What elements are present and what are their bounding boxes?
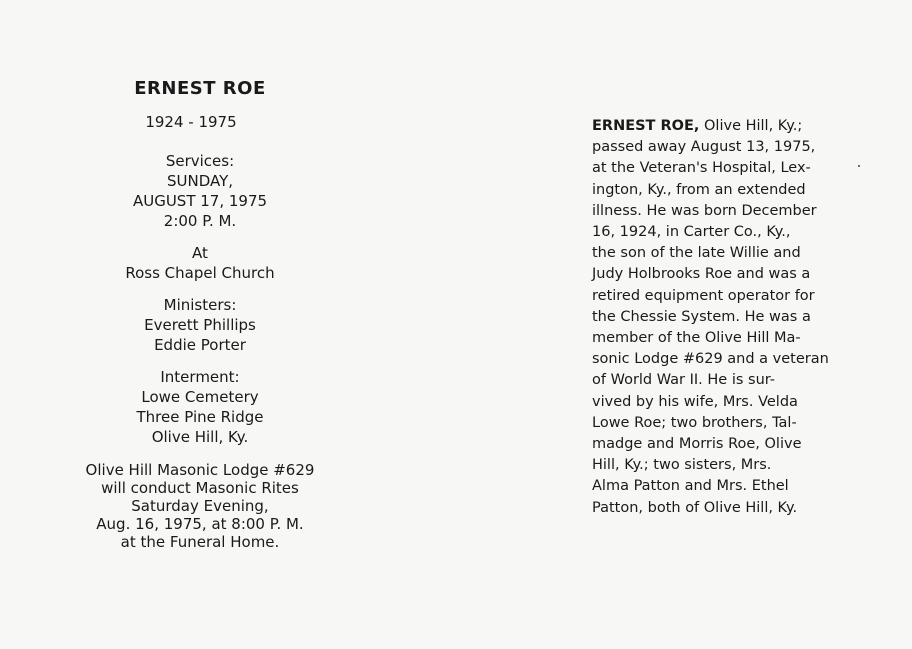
obituary-line: at the Veteran's Hospital, Lex- bbox=[592, 160, 811, 177]
obituary-line: ington, Ky., from an extended bbox=[592, 181, 806, 198]
minister-name: Eddie Porter bbox=[154, 336, 246, 354]
cemetery-place: Three Pine Ridge bbox=[136, 408, 264, 426]
services-heading: Services: bbox=[165, 152, 235, 170]
obituary-line: the son of the late Willie and bbox=[592, 245, 801, 262]
location-name: Ross Chapel Church bbox=[125, 264, 275, 282]
ministers-heading: Ministers: bbox=[163, 296, 237, 314]
obituary-line: Hill, Ky.; two sisters, Mrs. bbox=[592, 457, 772, 474]
lodge-line: Saturday Evening, bbox=[131, 497, 269, 515]
obituary-line: Alma Patton and Mrs. Ethel bbox=[592, 478, 789, 495]
life-years: 1924 - 1975 bbox=[145, 113, 237, 131]
cemetery-name: Lowe Cemetery bbox=[141, 388, 259, 406]
services-block bbox=[60, 151, 340, 231]
obituary-line: vived by his wife, Mrs. Velda bbox=[592, 393, 798, 410]
obituary-line: sonic Lodge #629 and a veteran bbox=[592, 351, 829, 368]
obituary-text bbox=[592, 116, 852, 519]
obituary-line: Patton, both of Olive Hill, Ky. bbox=[592, 499, 798, 516]
obituary-line: passed away August 13, 1975, bbox=[592, 139, 816, 156]
lodge-line: at the Funeral Home. bbox=[120, 533, 280, 551]
obituary-line: member of the Olive Hill Ma- bbox=[592, 330, 801, 347]
location-block bbox=[60, 243, 340, 283]
services-time: 2:00 P. M. bbox=[163, 212, 237, 230]
interment-heading: Interment: bbox=[160, 368, 240, 386]
interment-block bbox=[60, 367, 340, 447]
ministers-block bbox=[60, 295, 340, 355]
print-speck bbox=[858, 165, 860, 167]
obituary-location: Olive Hill, Ky.; bbox=[699, 118, 803, 134]
services-day: SUNDAY, bbox=[166, 172, 234, 190]
obituary-line: Lowe Roe; two brothers, Tal- bbox=[592, 414, 797, 431]
location-heading: At bbox=[192, 244, 208, 262]
lodge-line: will conduct Masonic Rites bbox=[101, 479, 299, 497]
services-date: AUGUST 17, 1975 bbox=[132, 192, 268, 210]
service-details bbox=[60, 78, 340, 551]
obituary-line: the Chessie System. He was a bbox=[592, 308, 811, 325]
obituary-line: madge and Morris Roe, Olive bbox=[592, 436, 802, 453]
obituary-line: retired equipment operator for bbox=[592, 287, 815, 304]
lodge-line: Aug. 16, 1975, at 8:00 P. M. bbox=[96, 515, 304, 533]
cemetery-town: Olive Hill, Ky. bbox=[151, 428, 249, 446]
obituary-line: of World War II. He is sur- bbox=[592, 372, 776, 389]
minister-name: Everett Phillips bbox=[144, 316, 256, 334]
obituary-name: ERNEST ROE, bbox=[592, 118, 700, 134]
obituary-line: illness. He was born December bbox=[592, 202, 817, 219]
masonic-rites-block bbox=[60, 461, 340, 551]
deceased-name: ERNEST ROE bbox=[134, 78, 266, 99]
obituary-line: Judy Holbrooks Roe and was a bbox=[592, 266, 811, 283]
obituary-line: 16, 1924, in Carter Co., Ky., bbox=[592, 224, 791, 241]
lodge-line: Olive Hill Masonic Lodge #629 bbox=[85, 461, 315, 479]
obituary-line bbox=[592, 116, 852, 137]
